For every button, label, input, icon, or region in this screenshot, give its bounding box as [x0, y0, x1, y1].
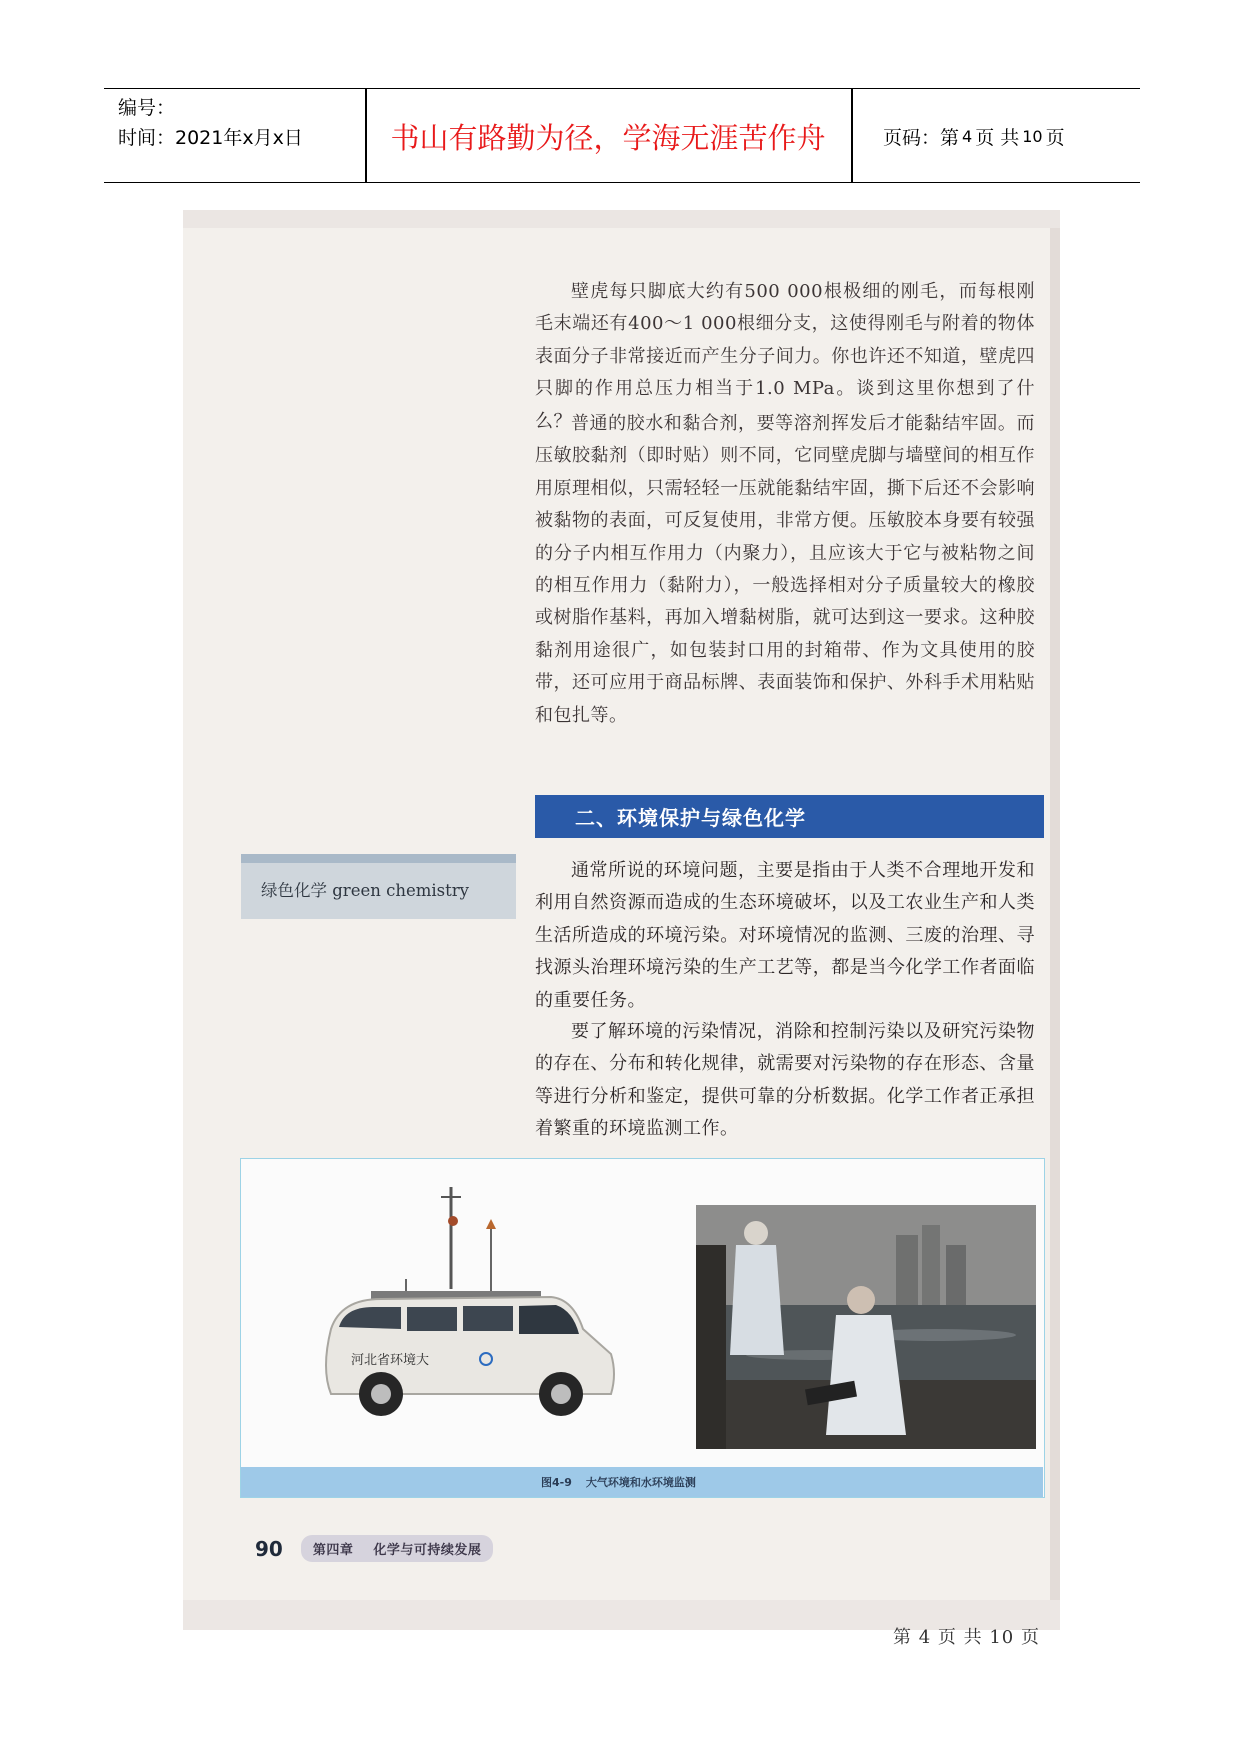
page-prefix: 页码：第 [883, 127, 960, 149]
scan-top-band [183, 210, 1060, 228]
van-side-text: 河北省环境大 [351, 1353, 430, 1368]
paragraph-gecko: 壁虎每只脚底大约有500 000根极细的刚毛，而每根刚毛末端还有400～1 000根细分支，这使得刚毛与附着的物体表面分子非常接近而产生分子间力。你也许还不知道，壁虎四只脚的作用总压力相当于1.0 MPa。谈到这里你想到了什么？ [535, 281, 1035, 432]
page-total: 10 [1022, 127, 1043, 146]
monitoring-van-image [311, 1179, 621, 1424]
page-suffix: 页 [1045, 127, 1065, 149]
page-current: 4 [962, 127, 973, 146]
scan-edge-shadow [1050, 228, 1060, 1600]
section-heading: 二、环境保护与绿色化学 [535, 795, 1044, 838]
document-footer: 第 4 页 共 10 页 [893, 1627, 1040, 1648]
sidebar-term: 绿色化学 green chemistry [261, 881, 469, 900]
paragraph-monitoring: 要了解环境的污染情况，消除和控制污染以及研究污染物的存在、分布和转化规律，就需要对污染物的存在形态、含量等进行分析和鉴定，提供可靠的分析数据。化学工作者正承担着繁重的环境监测工作。 [535, 1021, 1035, 1140]
book-page-footer [255, 1535, 493, 1562]
document-header [104, 88, 1140, 183]
chapter-number: 第四章 [312, 1543, 354, 1558]
number-label: 编号： [118, 97, 176, 119]
figure-number: 图4-9 [541, 1476, 572, 1489]
header-meta [118, 93, 303, 153]
figure-4-9 [240, 1158, 1045, 1498]
header-divider [851, 89, 853, 182]
figure-caption [241, 1467, 1043, 1497]
sidebar-term-box [241, 854, 516, 919]
paragraph-adhesive: 普通的胶水和黏合剂，要等溶剂挥发后才能黏结牢固。而压敏胶黏剂（即时贴）则不同，它同壁虎脚与墙壁间的相互作用原理相似，只需轻轻一压就能黏结牢固，撕下后还不会影响被黏物的表面，可反复使用，非常方便。压敏胶本身要有较强的分子内相互作用力（内聚力），且应该大于它与被粘物之间的相互作用力（黏附力），一般选择相对分子质量较大的橡胶或树脂作基料，再加入增黏树脂，就可达到这一要求。这种胶黏剂用途很广，如包装封口用的封箱带、作为文具使用的胶带，还可应用于商品标牌、表面装饰和保护、外科手术用粘贴和包扎等。 [535, 413, 1035, 726]
header-page-info [873, 89, 1065, 184]
chapter-title: 化学与可持续发展 [373, 1543, 482, 1558]
chapter-label [301, 1535, 494, 1562]
paragraph-environment: 通常所说的环境问题，主要是指由于人类不合理地开发和利用自然资源而造成的生态环境破坏，以及工农业生产和人类生活所造成的环境污染。对环境情况的监测、三废的治理、寻找源头治理环境污染的生产工艺等，都是当今化学工作者面临的重要任务。 [535, 860, 1035, 1011]
time-label: 时间：2021年x月x日 [118, 127, 303, 149]
book-page-number: 90 [255, 1536, 283, 1561]
header-motto: 书山有路勤为径，学海无涯苦作舟 [390, 121, 826, 155]
page-mid: 页 共 [975, 127, 1020, 149]
water-monitoring-photo [696, 1205, 1036, 1449]
scanned-book-page [183, 210, 1060, 1630]
figure-caption-text: 大气环境和水环境监测 [585, 1476, 696, 1489]
